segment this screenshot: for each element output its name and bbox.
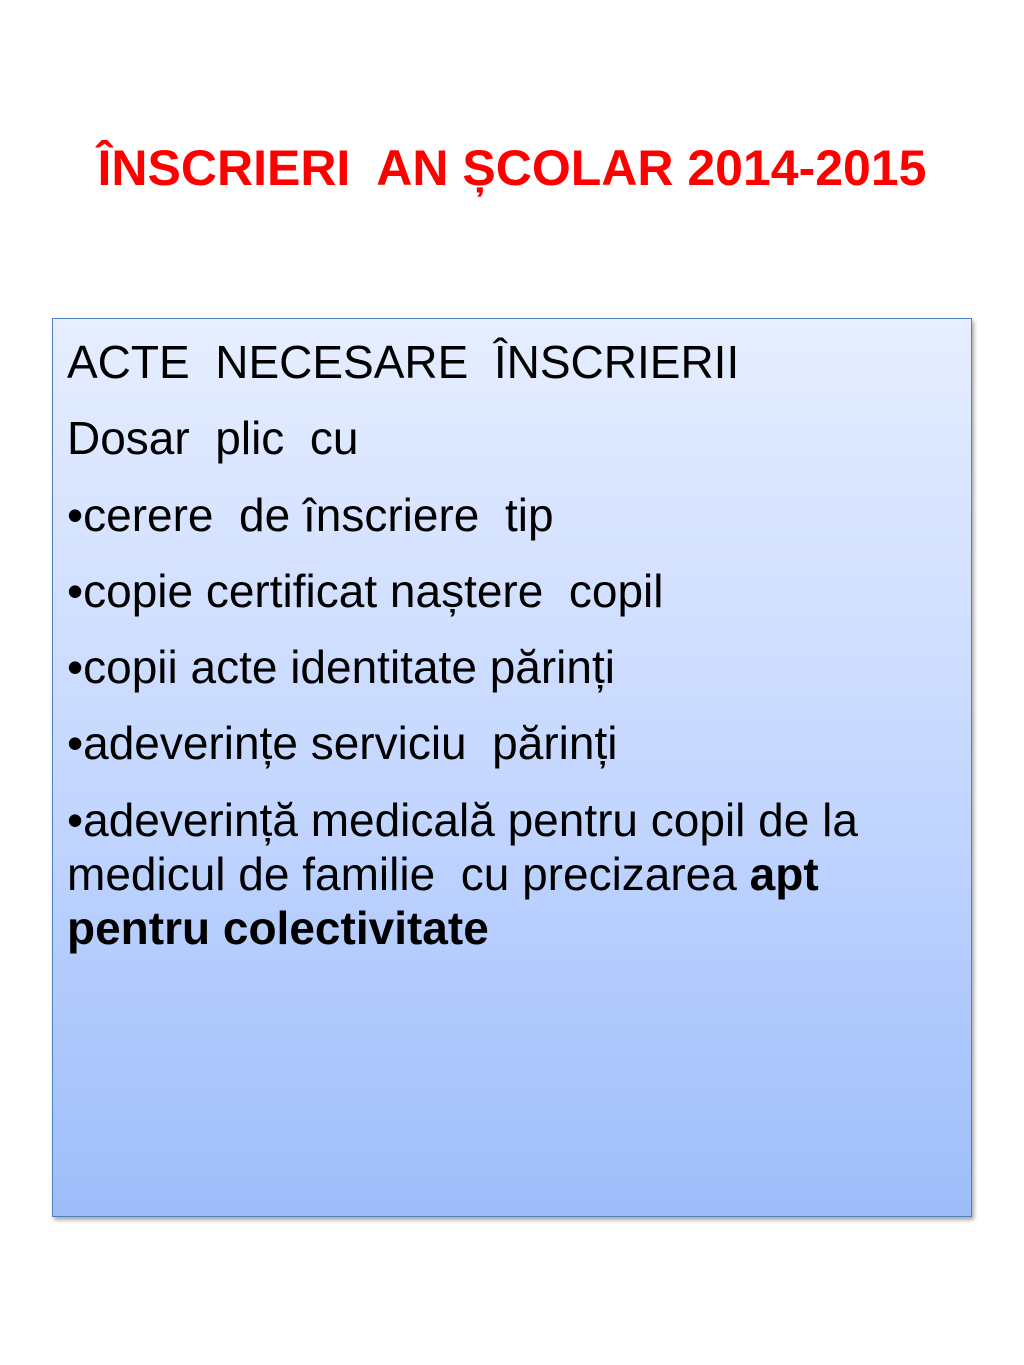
box-intro: Dosar plic cu <box>67 412 359 465</box>
list-item: •adeverințe serviciu părinți <box>67 717 618 770</box>
list-item: •copie certificat naștere copil <box>67 564 664 617</box>
medical-bold-text: apt pentru colectivitate <box>67 847 832 955</box>
list-item: •cerere de înscriere tip <box>67 488 554 541</box>
box-heading: ACTE NECESARE ÎNSCRIERII <box>67 336 740 388</box>
page-title: ÎNSCRIERI AN ȘCOLAR 2014-2015 <box>97 140 927 196</box>
requirements-box <box>52 318 972 1217</box>
list-item-medical <box>67 793 957 956</box>
list-item: •copii acte identitate părinți <box>67 641 615 694</box>
medical-text: •adeverință medicală pentru copil de la medicul de familie cu precizarea <box>67 793 871 900</box>
